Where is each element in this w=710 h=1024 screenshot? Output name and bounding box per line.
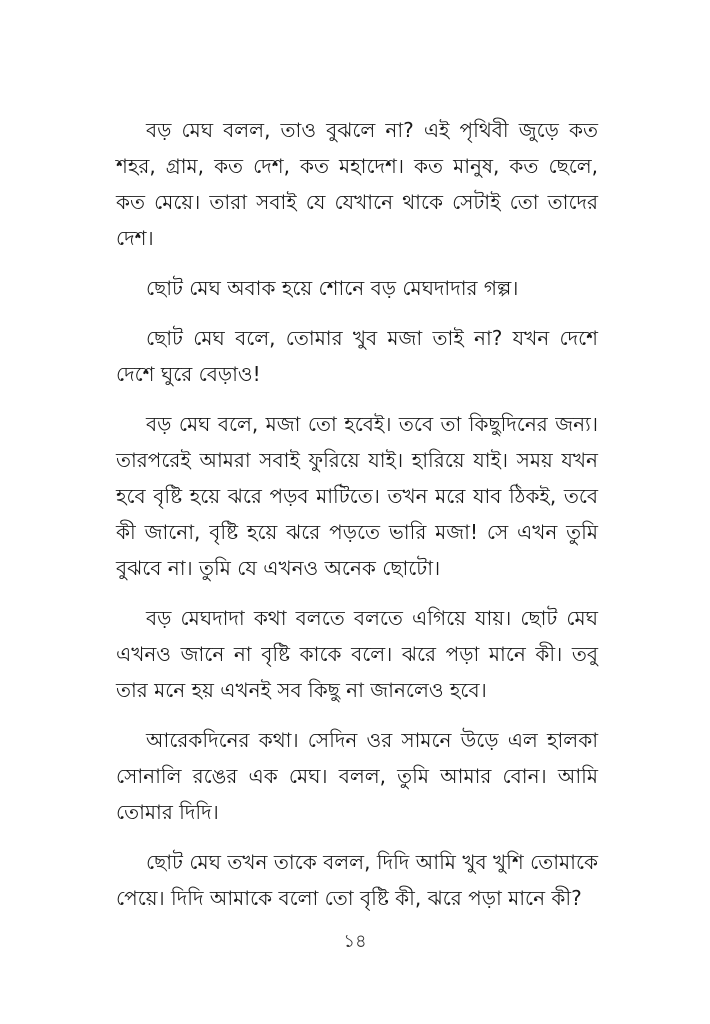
paragraph-4: বড় মেঘ বলে, মজা তো হবেই। তবে তা কিছুদিনের জন্য। তারপরেই আমরা সবাই ফুরিয়ে যাই। হারিয়ে যাই। সময় যখন হবে বৃষ্টি হয়ে ঝরে পড়ব মাটিতে। তখন মরে যাব ঠিকই, তবে কী জানো, বৃষ্টি হয়ে ঝরে পড়তে ভারি মজা! সে এখন তুমি বুঝবে না। তুমি যে এখনও অনেক ছোটো। [116, 412, 598, 580]
page-number: ১৪ [343, 931, 367, 952]
paragraph-2: ছোট মেঘ অবাক হয়ে শোনে বড় মেঘদাদার গল্প। [146, 276, 519, 300]
paragraph-7: ছোট মেঘ তখন তাকে বলল, দিদি আমি খুব খুশি তোমাকে পেয়ে। দিদি আমাকে বলো তো বৃষ্টি কী, ঝরে পড়া মানে কী? [116, 850, 598, 910]
paragraph-5: বড় মেঘদাদা কথা বলতে বলতে এগিয়ে যায়। ছোট মেঘ এখনও জানে না বৃষ্টি কাকে বলে। ঝরে পড়া মানে কী। তবু তার মনে হয় এখনই সব কিছু না জানলেও হবে। [116, 606, 598, 702]
page-body [116, 112, 598, 930]
paragraph-1: বড় মেঘ বলল, তাও বুঝলে না? এই পৃথিবী জুড়ে কত শহর, গ্রাম, কত দেশ, কত মহাদেশ। কত মানুষ, কত ছেলে, কত মেয়ে। তারা সবাই যে যেখানে থাকে সেটাই তো তাদের দেশ। [116, 118, 598, 250]
paragraph-3: ছোট মেঘ বলে, তোমার খুব মজা তাই না? যখন দেশে দেশে ঘুরে বেড়াও! [116, 326, 598, 386]
paragraph-6: আরেকদিনের কথা। সেদিন ওর সামনে উড়ে এল হালকা সোনালি রঙের এক মেঘ। বলল, তুমি আমার বোন। আমি তোমার দিদি। [116, 728, 598, 824]
